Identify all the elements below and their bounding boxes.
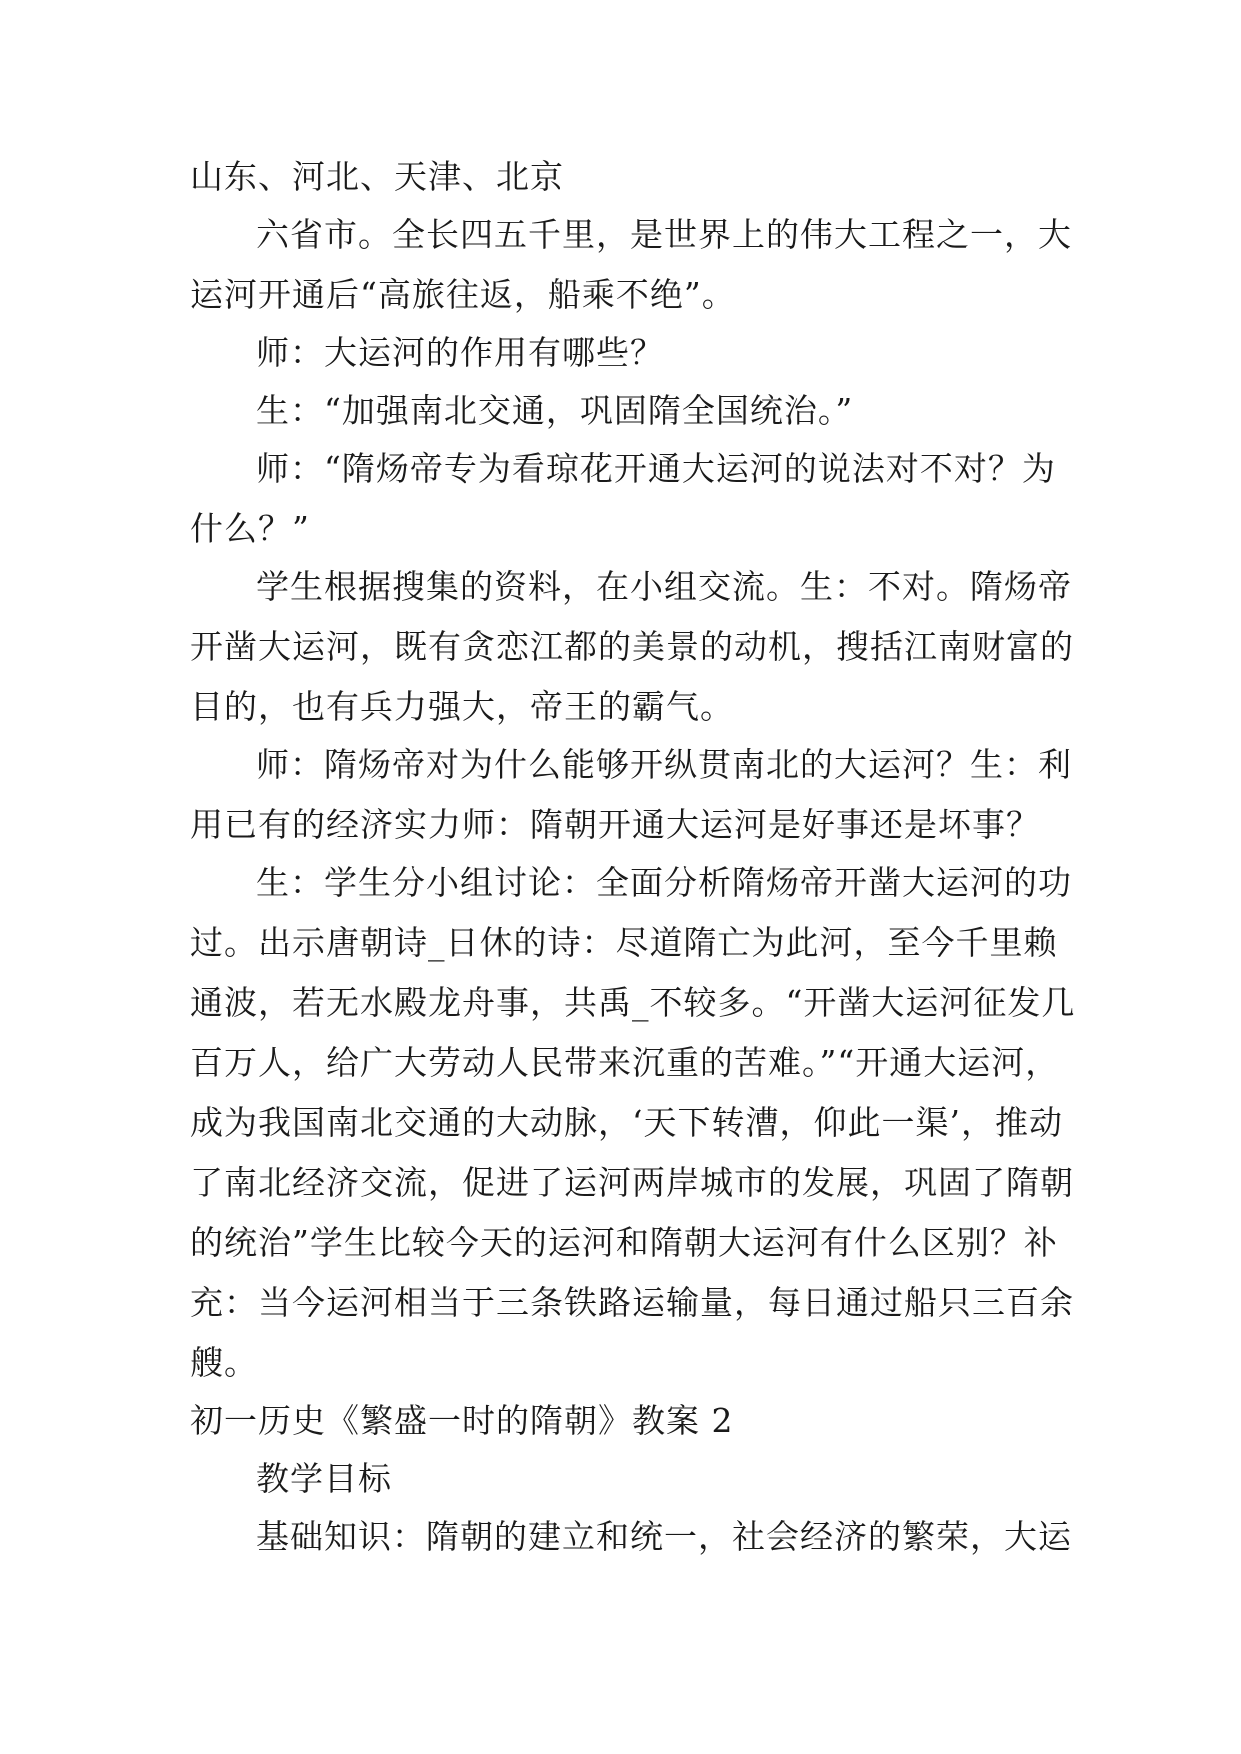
paragraph	[190, 392, 1055, 430]
text-line: 开凿大运河，既有贪恋江都的美景的动机，搜括江南财富的	[190, 627, 1074, 666]
text-line: 成为我国南北交通的大动脉，‘天下转漕，仰此一渠’，推动	[190, 1103, 1063, 1142]
subheading: 教学目标	[256, 1459, 392, 1498]
text-line: 的统治”学生比较今天的运河和隋朝大运河有什么区别？补	[190, 1223, 1058, 1262]
paragraph	[190, 215, 1072, 314]
paragraph	[190, 450, 1055, 548]
paragraph	[190, 863, 1076, 1382]
paragraph	[190, 1517, 1072, 1556]
text-line: 目的，也有兵力强大，帝王的霸气。	[190, 687, 734, 726]
text-line: 师：隋炀帝对为什么能够开纵贯南北的大运河？生：利	[256, 745, 1072, 784]
text-line: 用已有的经济实力师：隋朝开通大运河是好事还是坏事？	[190, 805, 1040, 844]
document-page	[190, 157, 1076, 1556]
section-heading	[190, 1402, 1055, 1440]
paragraph	[190, 1460, 1055, 1498]
paragraph	[190, 334, 1055, 372]
text-line: 什么？”	[190, 509, 310, 548]
text-line: 师：“隋炀帝专为看琼花开通大运河的说法对不对？为	[256, 449, 1056, 488]
text-line: 艘。	[190, 1343, 258, 1382]
text-line: 生：“加强南北交通，巩固隋全国统治。”	[256, 391, 854, 430]
text-line: 过。出示唐朝诗_日休的诗：尽道隋亡为此河，至今千里赖	[190, 923, 1058, 962]
section-title: 初一历史《繁盛一时的隋朝》教案 2	[190, 1401, 734, 1440]
text-line: 生：学生分小组讨论：全面分析隋炀帝开凿大运河的功	[256, 863, 1072, 902]
paragraph	[190, 745, 1072, 844]
text-line: 山东、河北、天津、北京	[190, 157, 564, 196]
text-line: 师：大运河的作用有哪些？	[256, 333, 664, 372]
text-line: 通波，若无水殿龙舟事，共禹_不较多。“开凿大运河征发几	[190, 983, 1076, 1022]
paragraph	[190, 567, 1074, 726]
paragraph	[190, 158, 1055, 196]
text-line: 基础知识：隋朝的建立和统一，社会经济的繁荣，大运	[256, 1517, 1072, 1556]
text-line: 学生根据搜集的资料，在小组交流。生：不对。隋炀帝	[256, 567, 1072, 606]
text-line: 充：当今运河相当于三条铁路运输量，每日通过船只三百余	[190, 1283, 1074, 1322]
text-line: 运河开通后“高旅往返，船乘不绝”。	[190, 275, 736, 314]
text-line: 了南北经济交流，促进了运河两岸城市的发展，巩固了隋朝	[190, 1163, 1074, 1202]
text-line: 百万人，给广大劳动人民带来沉重的苦难。”“开通大运河，	[190, 1043, 1060, 1082]
text-line: 六省市。全长四五千里，是世界上的伟大工程之一，大	[256, 215, 1072, 254]
